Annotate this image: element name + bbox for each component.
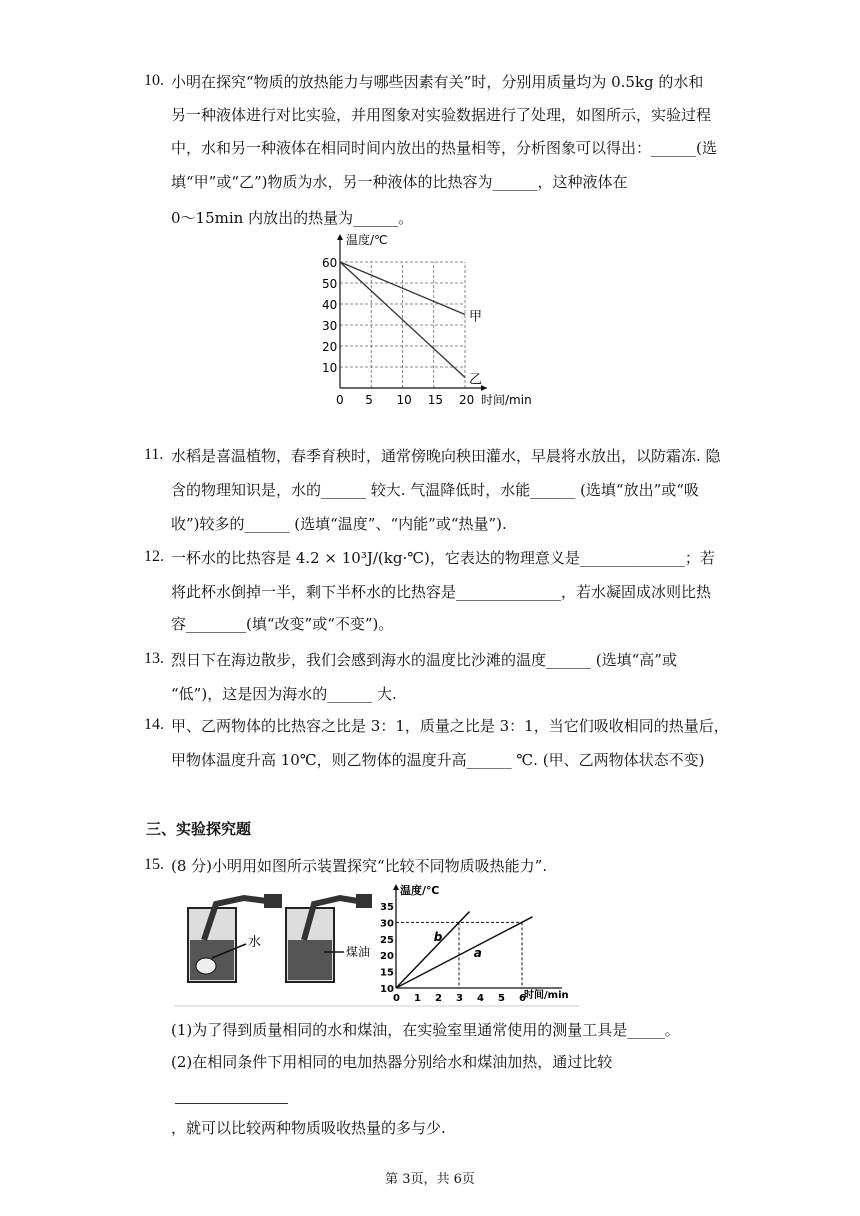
oil-beaker-illustration (286, 894, 372, 982)
x-tick-label: 5 (365, 393, 373, 407)
experiment-figure (174, 880, 584, 1010)
y-tick-label: 10 (322, 361, 338, 375)
cooling-curve-chart (315, 228, 555, 408)
y-tick-label: 25 (380, 934, 394, 946)
y-tick-label: 15 (380, 967, 394, 979)
question-text-line: 甲物体温度升高 10℃，则乙物体的温度升高______ ℃. (甲、乙两物体状态不变) (171, 751, 705, 769)
question-text-line: 中，水和另一种液体在相同时间内放出的热量相等，分析图象可以得出：______(选 (171, 139, 717, 157)
subquestion-2: (2)在相同条件下用相同的电加热器分别给水和煤油加热，通过比较 (171, 1053, 613, 1071)
water-beaker-illustration (188, 894, 282, 982)
question-text-line: 烈日下在海边散步，我们会感到海水的温度比沙滩的温度______ (选填“高”或 (171, 651, 677, 669)
subquestion-1: (1)为了得到质量相同的水和煤油，在实验室里通常使用的测量工具是_____。 (171, 1021, 680, 1039)
question-text-line: 一杯水的比热容是 4.2 × 10³J/(kg·℃)，它表达的物理意义是______________；若 (171, 549, 715, 567)
question-text-line: 将此杯水倒掉一半，剩下半杯水的比热容是______________，若水凝固成冰则比热 (171, 583, 712, 601)
y-axis-label: 温度/℃ (400, 884, 440, 897)
y-axis-arrow (393, 884, 399, 890)
question-text-line: 0～15min 内放出的热量为______。 (171, 209, 414, 227)
oil-label: 煤油 (346, 945, 371, 959)
subquestion-2-continued: ，就可以比较两种物质吸收热量的多与少. (171, 1119, 446, 1137)
y-tick-label: 20 (322, 340, 338, 354)
series-line-b (396, 912, 470, 988)
page-footer: 第 3页，共 6页 (385, 1172, 475, 1187)
question-number: 11. (144, 446, 164, 463)
y-tick-label: 30 (380, 918, 394, 930)
question-text-line: 含的物理知识是，水的______ 较大. 气温降低时，水能______ (选填“放出”或“吸 (171, 481, 699, 499)
section-heading: 三、实验探究题 (146, 820, 252, 838)
y-tick-label: 40 (322, 298, 338, 312)
series-label-a: a (473, 946, 482, 961)
series-label-jia: 甲 (469, 309, 483, 325)
y-tick-label: 60 (322, 256, 338, 270)
x-tick-label: 0 (393, 993, 400, 1004)
question-number: 13. (144, 650, 164, 667)
question-text-line: “低”)，这是因为海水的______ 大. (171, 685, 397, 703)
y-axis-label: 温度/℃ (346, 233, 388, 247)
question-text-line: 容________(填“改变”或“不变”)。 (171, 615, 394, 633)
series-label-b: b (433, 929, 443, 944)
x-tick-label: 4 (477, 993, 484, 1004)
question-text-line: 小明在探究“物质的放热能力与哪些因素有关”时，分别用质量均为 0.5kg 的水和 (171, 73, 704, 91)
x-tick-label: 2 (435, 993, 442, 1004)
question-text-line: 另一种液体进行对比实验，并用图象对实验数据进行了处理，如图所示，实验过程 (171, 106, 712, 124)
series-line-a (396, 917, 533, 988)
x-axis-label: 时间/min (481, 393, 532, 407)
y-tick-label: 50 (322, 277, 338, 291)
x-axis-label: 时间/min (524, 990, 569, 1001)
question-text-line: (8 分)小明用如图所示装置探究“比较不同物质吸热能力”. (171, 857, 548, 875)
x-tick-label: 10 (396, 393, 412, 407)
question-number: 10. (144, 72, 164, 89)
y-tick-label: 35 (380, 902, 394, 913)
x-tick-label: 20 (459, 393, 475, 407)
answer-blank (175, 1103, 288, 1104)
y-axis-arrow (337, 234, 343, 240)
y-tick-label: 20 (380, 951, 394, 963)
x-tick-label: 1 (414, 993, 421, 1004)
y-tick-label: 30 (322, 319, 338, 333)
y-tick-label: 10 (380, 984, 394, 995)
x-tick-label: 15 (427, 393, 444, 407)
question-number: 14. (144, 716, 164, 733)
question-number: 15. (144, 856, 164, 873)
question-text-line: 填“甲”或“乙”)物质为水，另一种液体的比热容为______，这种液体在 (171, 173, 628, 191)
question-text-line: 甲、乙两物体的比热容之比是 3：1，质量之比是 3：1，当它们吸收相同的热量后， (171, 717, 729, 735)
series-label-yi: 乙 (469, 372, 483, 388)
x-tick-label: 5 (498, 993, 505, 1004)
x-tick-label: 6 (519, 993, 526, 1004)
water-label: 水 (248, 935, 262, 950)
question-text-line: 水稻是喜温植物，春季育秧时，通常傍晚向秧田灌水，早晨将水放出，以防霜冻. 隐 (171, 447, 721, 465)
question-number: 12. (144, 548, 164, 565)
x-tick-label: 0 (336, 393, 344, 407)
x-tick-label: 3 (456, 993, 463, 1004)
question-text-line: 收”)较多的______ (选填“温度”、“内能”或“热量”). (171, 515, 507, 533)
